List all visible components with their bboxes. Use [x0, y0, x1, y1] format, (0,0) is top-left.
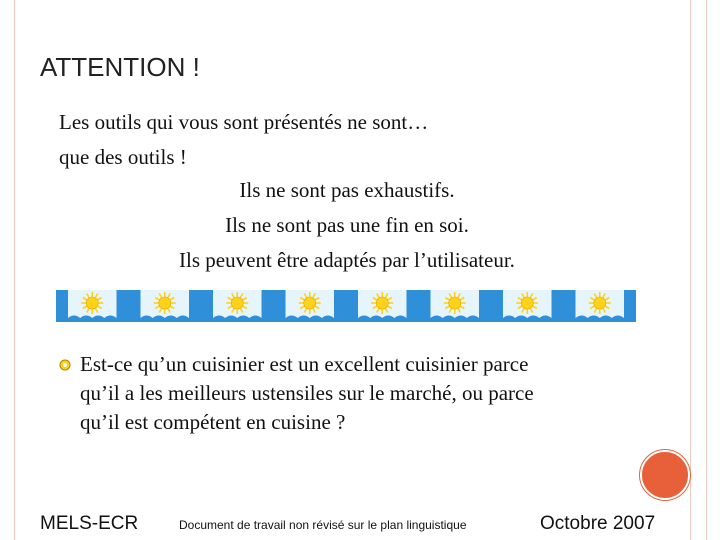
footer-left: MELS-ECR [40, 513, 139, 534]
footer-center: Document de travail non révisé sur le plan linguistique [179, 518, 467, 532]
slide-title: ATTENTION ! [40, 52, 200, 82]
question-paragraph [80, 350, 640, 437]
sun-bullet-icon [58, 358, 72, 372]
question-line-3: qu’il est compétent en cuisine ? [80, 410, 346, 434]
centered-line-2: Ils ne sont pas une fin en soi. [225, 213, 469, 237]
decorative-circle [640, 450, 690, 500]
footer-right: Octobre 2007 [540, 513, 656, 534]
question-line-1: Est-ce qu’un cuisinier est un excellent cuisinier parce [80, 352, 529, 376]
intro-line-2: que des outils ! [59, 145, 187, 169]
question-line-2: qu’il a les meilleurs ustensiles sur le marché, ou parce [80, 381, 534, 405]
centered-line-1: Ils ne sont pas exhaustifs. [239, 178, 455, 202]
frame-line-right-outer [706, 0, 707, 540]
sun-wave-banner [56, 290, 636, 322]
centered-line-3: Ils peuvent être adaptés par l’utilisateur. [179, 248, 515, 272]
intro-line-1: Les outils qui vous sont présentés ne sont… [59, 110, 429, 134]
